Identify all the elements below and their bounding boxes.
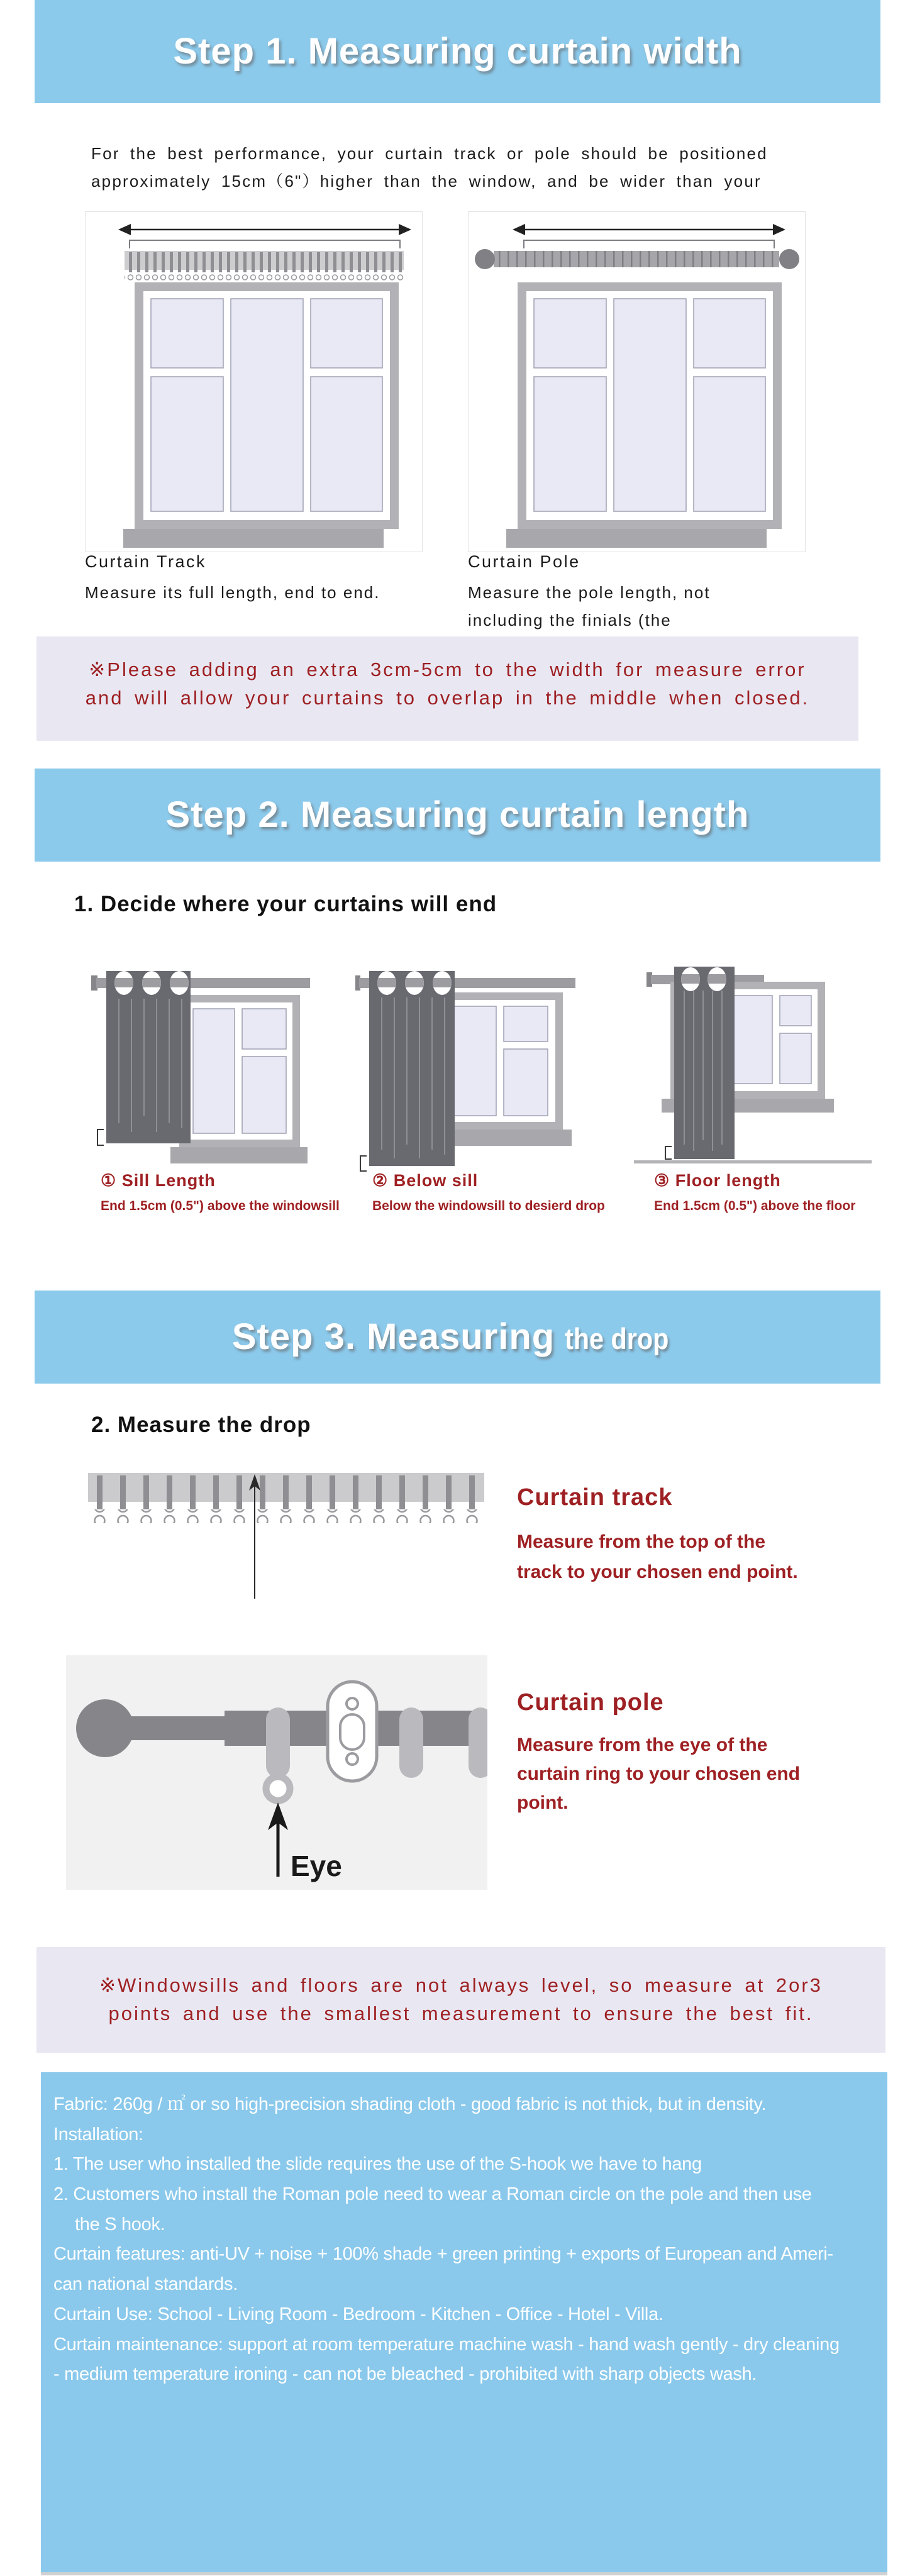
- step1-note: [36, 636, 858, 741]
- below-sill-illustration: [355, 961, 575, 1185]
- footer-line-10: - medium temperature ironing - can not be bleached - prohibited with sharp objects wash.: [53, 2364, 757, 2385]
- curtain-track-desc-line-2: track to your chosen end point.: [517, 1562, 798, 1582]
- sill-length-curtain-svg: [91, 961, 318, 1182]
- step3-banner: [35, 1291, 880, 1384]
- footer-line-3: 1. The user who installed the slide requires the use of the S-hook we have to hang: [53, 2154, 702, 2175]
- step3-title-sub: the drop: [565, 1322, 669, 1355]
- curtain-pole-title: Curtain pole: [517, 1689, 664, 1716]
- footer-line-1: Fabric: 260g / ㎡ or so high-precision shading cloth - good fabric is not thick, but in density.: [53, 2094, 767, 2114]
- step3-note-line-2: points and use the smallest measurement to ensure the best fit.: [108, 2002, 814, 2024]
- drop-pole-svg: [66, 1655, 487, 1890]
- pole-desc-line-2: including the finials (the: [468, 611, 672, 630]
- drop-track-illustration: [88, 1473, 484, 1605]
- intro-line-1: For the best performance, your curtain track or pole should be positioned: [91, 144, 768, 163]
- window-with-pole-illustration: [469, 212, 805, 552]
- floor-length-illustration: [634, 959, 872, 1189]
- step1-banner: [35, 0, 880, 103]
- eye-label: Eye: [291, 1850, 342, 1882]
- footer-line-2: Installation:: [53, 2124, 143, 2145]
- step1-title: Step 1. Measuring curtain width: [173, 31, 742, 72]
- step1-note-line-1: ※Please adding an extra 3cm-5cm to the width for measure error: [89, 658, 806, 680]
- option3-desc: End 1.5cm (0.5") above the floor: [654, 1199, 856, 1213]
- pole-desc-line-1: Measure the pole length, not: [468, 583, 711, 602]
- curtain-track-desc-line-1: Measure from the top of the: [517, 1531, 766, 1552]
- footer-line-4: 2. Customers who install the Roman pole need to wear a Roman circle on the pole and then use: [53, 2184, 812, 2205]
- footer-line-7: can national standards.: [53, 2274, 238, 2295]
- option3-label: ③ Floor length: [654, 1171, 781, 1190]
- step1-pole-illustration-box: [468, 211, 806, 552]
- step2-subheading: 1. Decide where your curtains will end: [74, 892, 497, 916]
- below-sill-curtain-svg: [355, 961, 575, 1182]
- option1-desc: End 1.5cm (0.5") above the windowsill: [101, 1199, 340, 1213]
- drop-track-svg: [88, 1473, 484, 1602]
- floor-length-curtain-svg: [634, 959, 872, 1185]
- curtain-pole-desc: [517, 1731, 800, 1818]
- pole-label: Curtain Pole: [468, 552, 580, 571]
- step2-banner: [35, 769, 880, 862]
- footer-line-5: the S hook.: [75, 2214, 165, 2235]
- curtain-pole-desc-line-1: Measure from the eye of the: [517, 1735, 768, 1755]
- option2-desc: Below the windowsill to desierd drop: [372, 1199, 605, 1213]
- footer-line-6: Curtain features: anti-UV + noise + 100% shade + green printing + exports of European and Ameri-: [53, 2244, 833, 2265]
- page-bottom-edge: [41, 2572, 887, 2575]
- sill-length-illustration: [91, 961, 318, 1185]
- intro-line-2: approximately 15cm（6"）higher than the window, and be wider than your: [91, 172, 762, 191]
- step3-title-main: Step 3. Measuring: [231, 1316, 555, 1357]
- step3-note: [36, 1947, 885, 2053]
- footer-line-9: Curtain maintenance: support at room temperature machine wash - hand wash gently - dry cleaning: [53, 2334, 840, 2355]
- drop-pole-illustration: [66, 1655, 487, 1890]
- step1-track-illustration-box: [85, 211, 423, 552]
- track-desc: Measure its full length, end to end.: [85, 583, 380, 602]
- product-footer: [41, 2072, 887, 2573]
- step1-note-line-2: and will allow your curtains to overlap in the middle when closed.: [85, 687, 810, 709]
- footer-line-8: Curtain Use: School - Living Room - Bedroom - Kitchen - Office - Hotel - Villa.: [53, 2304, 663, 2324]
- step3-note-line-1: ※Windowsills and floors are not always level, so measure at 2or3: [99, 1974, 823, 1996]
- step2-title: Step 2. Measuring curtain length: [165, 794, 750, 835]
- curtain-pole-desc-line-2: curtain ring to your chosen end: [517, 1763, 801, 1784]
- step1-intro: [91, 140, 768, 195]
- curtain-track-title: Curtain track: [517, 1484, 673, 1511]
- step3-subheading: 2. Measure the drop: [91, 1413, 311, 1437]
- window-with-track-illustration: [86, 212, 422, 552]
- option2-label: ② Below sill: [372, 1171, 479, 1190]
- track-label: Curtain Track: [85, 552, 207, 571]
- curtain-track-desc: [517, 1527, 798, 1587]
- pole-desc: [468, 579, 711, 634]
- option1-label: ① Sill Length: [101, 1171, 216, 1190]
- curtain-pole-desc-line-3: point.: [517, 1792, 569, 1813]
